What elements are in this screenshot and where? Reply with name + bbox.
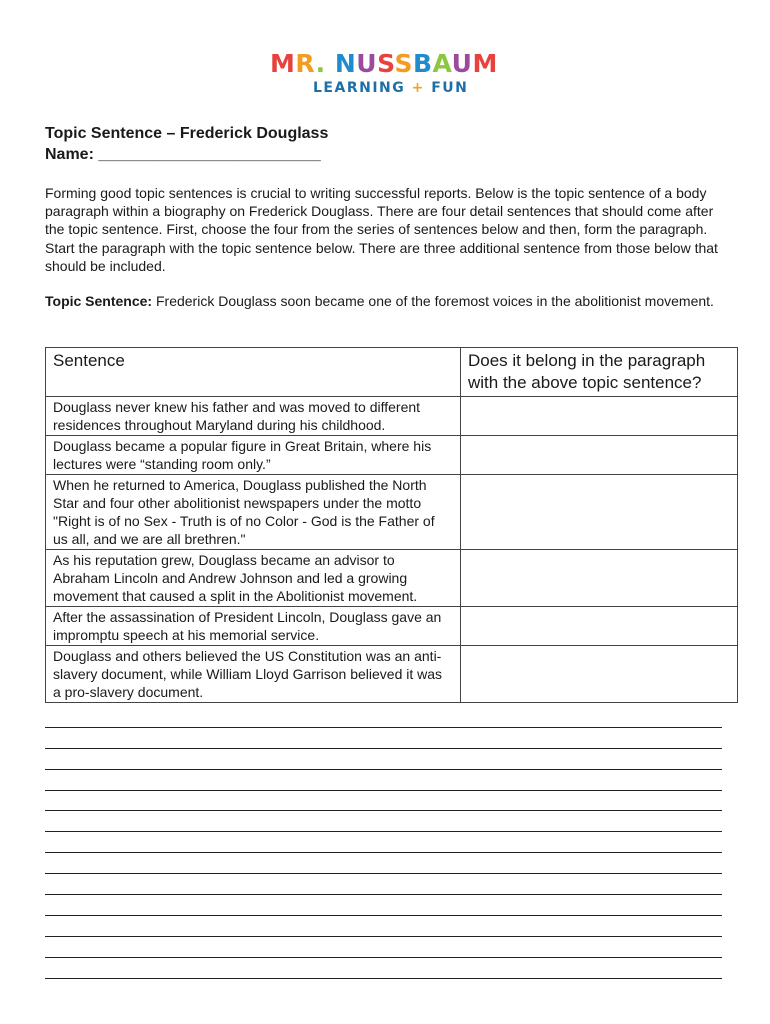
writing-line[interactable] — [45, 916, 722, 937]
worksheet-title: Topic Sentence – Frederick Douglass — [45, 125, 329, 142]
table-row — [46, 475, 738, 550]
logo-letter: U — [356, 49, 378, 78]
logo-letter: A — [432, 49, 452, 78]
sentence-cell: After the assassination of President Lincoln, Douglass gave an impromptu speech at his memorial service. — [46, 607, 461, 646]
topic-sentence — [45, 292, 735, 310]
table-row — [46, 436, 738, 475]
answer-cell[interactable] — [461, 550, 738, 607]
logo-letter: B — [412, 49, 433, 78]
writing-line[interactable] — [45, 853, 722, 874]
sentence-cell: When he returned to America, Douglass published the North Star and four other abolitionist newspapers under the motto "Right is of no Sex - Truth is of no Color - God is the Father of us all, and we are all brethren." — [46, 475, 461, 550]
writing-line[interactable] — [45, 811, 722, 832]
table-row — [46, 607, 738, 646]
logo-letter — [326, 49, 335, 78]
writing-line[interactable] — [45, 707, 722, 728]
table-row — [46, 646, 738, 703]
sentence-cell: Douglass became a popular figure in Great Britain, where his lectures were “standing room only.” — [46, 436, 461, 475]
logo-letter: S — [377, 49, 395, 78]
logo-letter: U — [451, 49, 473, 78]
logo-letter: S — [394, 49, 413, 78]
tagline-fun: FUN — [431, 80, 469, 96]
answer-cell[interactable] — [461, 397, 738, 436]
logo-letter: . — [315, 49, 326, 78]
logo-letter: M — [270, 49, 296, 78]
writing-line[interactable] — [45, 958, 722, 979]
sentence-cell: Douglass and others believed the US Constitution was an anti-slavery document, while William Lloyd Garrison believed it was a pro-slavery document. — [46, 646, 461, 703]
topic-sentence-text: Frederick Douglass soon became one of the foremost voices in the abolitionist movement. — [152, 293, 714, 309]
writing-line[interactable] — [45, 749, 722, 770]
writing-line[interactable] — [45, 937, 722, 958]
answer-cell[interactable] — [461, 607, 738, 646]
answer-cell[interactable] — [461, 436, 738, 475]
table-row — [46, 550, 738, 607]
name-field[interactable]: Name: _________________________ — [45, 146, 321, 163]
logo-tagline — [313, 79, 468, 97]
writing-line[interactable] — [45, 728, 722, 749]
paragraph-writing-area — [45, 707, 722, 979]
logo-letter: N — [334, 49, 357, 78]
instructions-paragraph: Forming good topic sentences is crucial to writing successful reports. Below is the topic sentence of a body paragraph within a biography on Frederick Douglass. There are four detail sentences that should come after the topic sentence. First, choose the four from the series of sentences below and then, form the paragraph. Start the paragraph with the topic sentence below. There are three additional sentence from those below that should be included. — [45, 185, 718, 274]
table-header-row — [46, 348, 738, 397]
writing-line[interactable] — [45, 791, 722, 812]
header-belongs: Does it belong in the paragraph with the above topic sentence? — [461, 348, 738, 397]
sentence-table — [45, 347, 738, 703]
header-sentence: Sentence — [46, 348, 461, 397]
sentence-cell: As his reputation grew, Douglass became an advisor to Abraham Lincoln and Andrew Johnson and led a growing movement that caused a split in the Abolitionist movement. — [46, 550, 461, 607]
writing-line[interactable] — [45, 874, 722, 895]
writing-line[interactable] — [45, 832, 722, 853]
plus-icon: + — [411, 80, 425, 96]
writing-line[interactable] — [45, 770, 722, 791]
logo-letter: M — [472, 49, 498, 78]
logo-letter: R — [295, 49, 316, 78]
answer-cell[interactable] — [461, 475, 738, 550]
answer-cell[interactable] — [461, 646, 738, 703]
sentence-cell: Douglass never knew his father and was moved to different residences throughout Maryland during his childhood. — [46, 397, 461, 436]
topic-sentence-label: Topic Sentence: — [45, 293, 153, 309]
table-row — [46, 397, 738, 436]
writing-line[interactable] — [45, 895, 722, 916]
tagline-learning: LEARNING — [313, 80, 406, 96]
logo-wordmark — [270, 50, 502, 78]
mr-nussbaum-logo[interactable] — [270, 50, 502, 100]
